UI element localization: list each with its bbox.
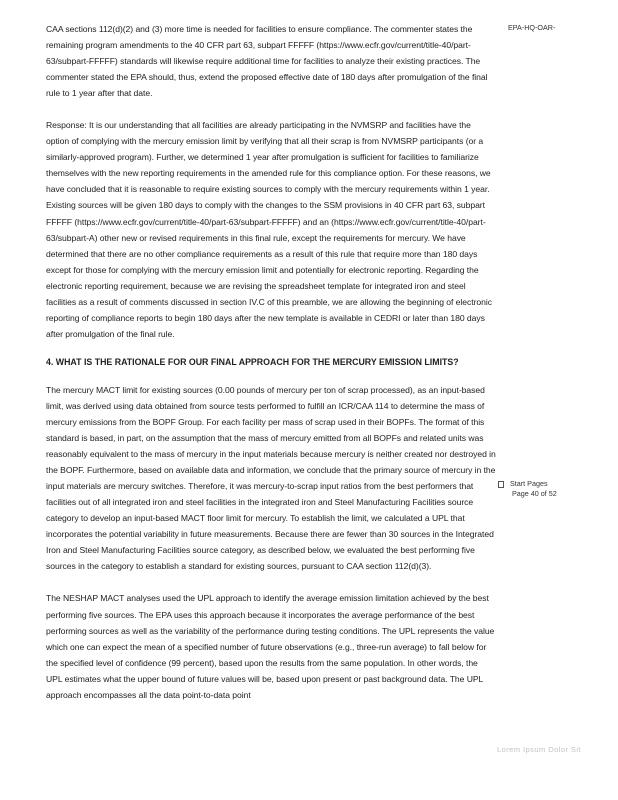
document-body: [46, 21, 496, 703]
paragraph-mercury-limit: The mercury MACT limit for existing sources (0.00 pounds of mercury per ton of scrap processed), as an input-based limit, was derived using data obtained from source tests performed to fulfill an ICR/CAA 114 to determine the mass of mercury emissions from the BOPF Group. For each facility per mass of scrap used in their BOPFs. The format of this standard is based, in part, on the assumption that the mass of mercury emitted from all BOPFs and related units was reasonably equivalent to the mass of mercury in the input materials because mercury is neither created nor destroyed in the BOPF. Furthermore, based on available data and information, we conclude that the primary source of mercury in the input materials are mercury switches. Therefore, it was mercury-to-scrap input ratios from the best performers that facilities out of all integrated iron and steel facilities in the integrated iron and Steel Manufacturing Facilities source category to develop an input-based MACT floor limit for mercury. To establish the limit, we calculated a UPL that incorporates the potential variability in future measurements. Because there are fewer than 30 sources in the Integrated Iron and Steel Manufacturing Facilities source category, as described below, we evaluated the best performing five sources in the category to establish a standard for existing sources, pursuant to CAA section 112(d)(3).: [46, 384, 496, 572]
paragraph-upl-approach: The NESHAP MACT analyses used the UPL approach to identify the average emission limitation achieved by the best performing five sources. The EPA uses this approach because it incorporates the average performance of the best performing sources as well as the variability of the performance during testing conditions. The UPL represents the value which one can expect the mean of a specified number of future observations (e.g., three-run average) to fall below for the specified level of confidence (99 percent), based upon the results from the same population. In other words, the UPL estimates what the upper bound of future values will be, based upon present or past background data. The UPL approach encompasses all the data point-to-data point: [46, 593, 495, 700]
margin-page-note: [498, 479, 562, 499]
paragraph-gap: [46, 574, 496, 590]
paragraph-gap: [46, 342, 496, 354]
margin-page-note-row: [498, 479, 562, 489]
footer-watermark: Lorem Ipsum Dolor Sit: [497, 745, 581, 754]
comment-icon: [498, 481, 504, 488]
paragraph-gap: [46, 101, 496, 117]
margin-page-number: Page 40 of 52: [512, 489, 557, 498]
section-heading: 4. WHAT IS THE RATIONALE FOR OUR FINAL APPROACH FOR THE MERCURY EMISSION LIMITS?: [46, 356, 459, 367]
paragraph-response: Response: It is our understanding that all facilities are already participating in the NVMSRP and facilities have the option of complying with the mercury emission limit by verifying that all their scrap is from NVMSRP participants (or a similarly-approved program). Further, we determined 1 year after promulgation is sufficient for facilities to familiarize themselves with the new reporting requirements in the amended rule for this compliance option. For these reasons, we have concluded that it is reasonable to require existing sources to comply with the mercury requirements within 1 year. Existing sources will be given 180 days to comply with the changes to the SSM provisions in 40 CFR part 63, subpart FFFFF (https://www.ecfr.gov/current/title-40/part-63/subpart-FFFFF) and an (https://www.ecfr.gov/current/title-40/part-63/subpart-A) other new or revised requirements in this final rule, except the requirements for mercury. We have determined that there are no other compliance requirements as a result of this rule that require more than 180 days except for those for complying with the mercury emission limit and potentially for electronic reporting. Regarding the electronic reporting requirement, because we are revising the spreadsheet template for integrated iron and steel facilities as a result of comments discussed in section IV.C of this preamble, we are allowing the beginning of electronic reporting of compliance reports to begin 180 days after the new template is available in CEDRI or later than 180 days after promulgation of the final rule.: [46, 120, 492, 339]
paragraph-comment-continued: CAA sections 112(d)(2) and (3) more time is needed for facilities to ensure compliance. The commenter states the remaining program amendments to the 40 CFR part 63, subpart FFFFF (https://www.ecfr.gov/current/title-40/part-63/subpart-FFFFF) standards will likewise require additional time for facilities to analyze their existing practices. The commenter stated the EPA should, thus, extend the proposed effective date of 180 days after promulgation of the final rule to 1 year after that date.: [46, 24, 488, 99]
margin-page-label: Start Pages: [510, 479, 548, 488]
margin-reference-code: EPA-HQ-OAR-: [508, 23, 556, 32]
paragraph-gap: [46, 370, 496, 382]
